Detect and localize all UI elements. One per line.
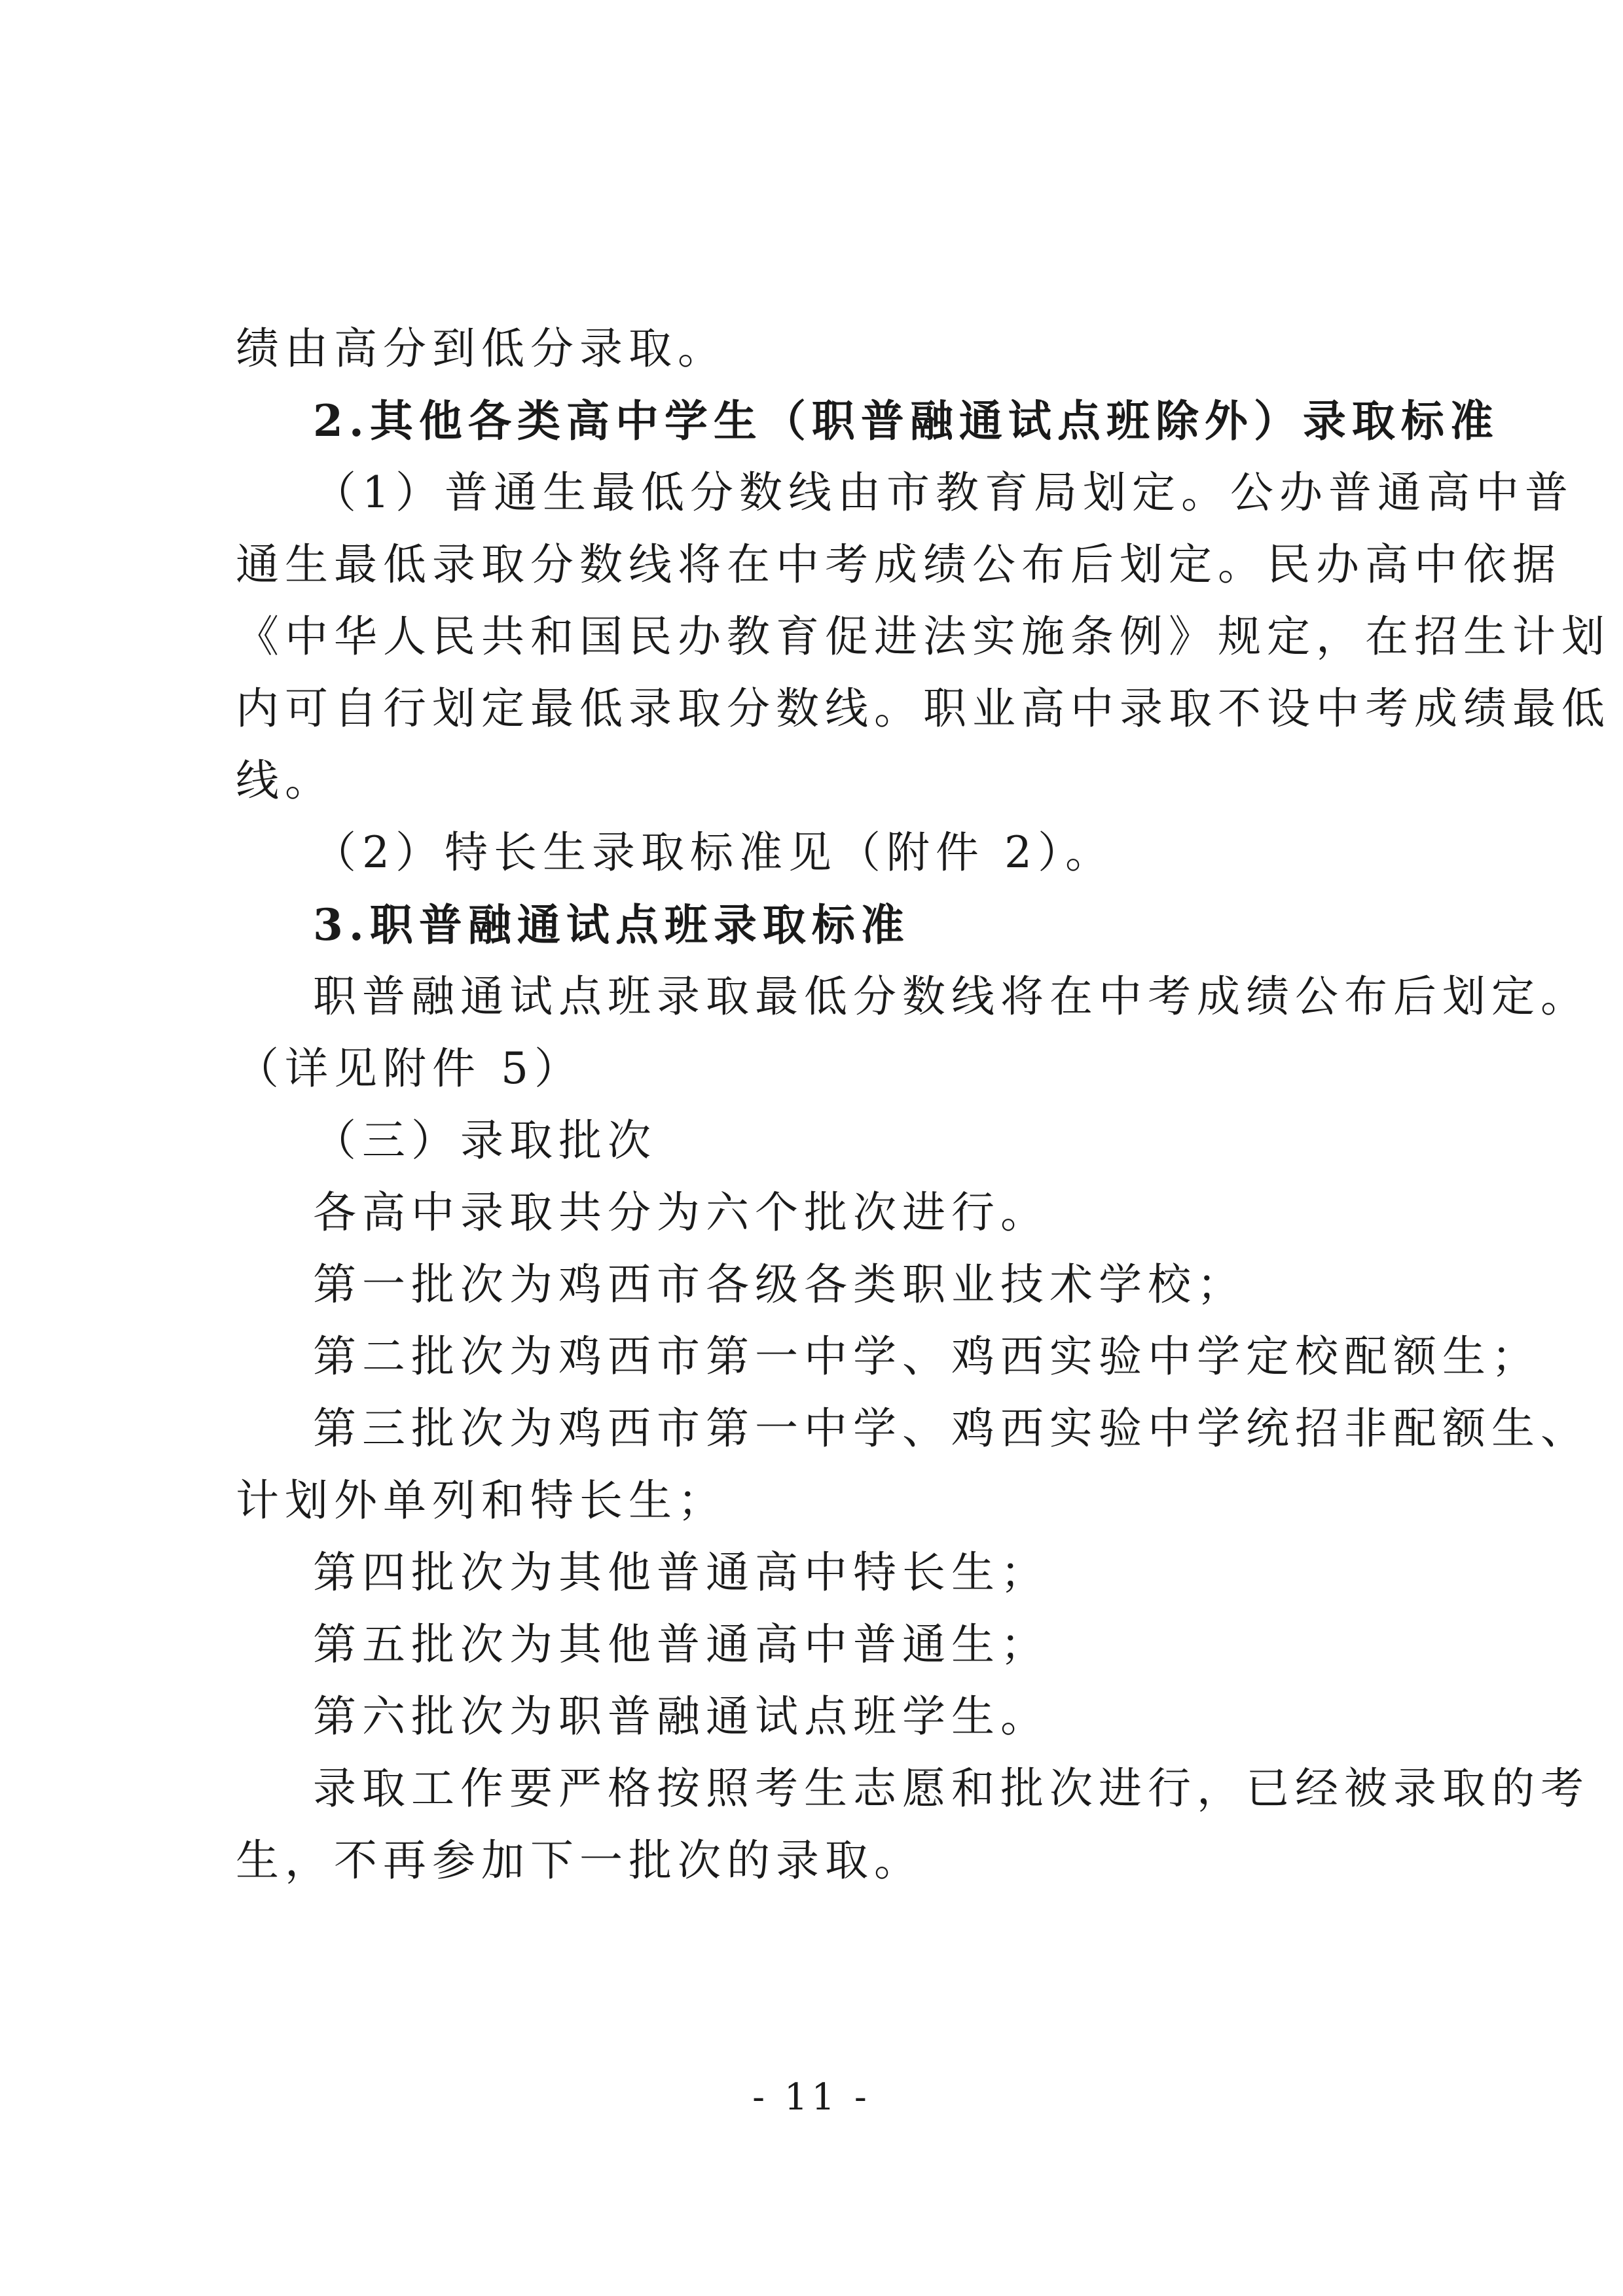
list-item-batch-5: 第五批次为其他普通高中普通生；: [313, 1619, 1049, 1670]
section-heading-admission-batches: （三）录取批次: [313, 1115, 657, 1166]
text-line-paragraph-1: 通生最低录取分数线将在中考成绩公布后划定。民办高中依据: [236, 539, 1561, 590]
text-line-continuation: 绩由高分到低分录取。: [236, 323, 727, 374]
subheading-pilot-class-standard: 3.职普融通试点班录取标准: [313, 899, 910, 950]
text-line-paragraph-1: 《中华人民共和国民办教育促进法实施条例》规定，在招生计划: [236, 611, 1611, 662]
list-item-batch-1: 第一批次为鸡西市各级各类职业技术学校；: [313, 1259, 1246, 1310]
list-item-batch-3: 第三批次为鸡西市第一中学、鸡西实验中学统招非配额生、: [313, 1403, 1590, 1454]
list-item-batch-6: 第六批次为职普融通试点班学生。: [313, 1691, 1049, 1742]
text-line-specialty-standard: （2）特长生录取标准见（附件 2）。: [313, 827, 1114, 878]
text-line-closing: 生，不再参加下一批次的录取。: [236, 1835, 923, 1886]
text-line-pilot-class: 职普融通试点班录取最低分数线将在中考成绩公布后划定。: [313, 971, 1590, 1022]
page-number: - 11 -: [752, 2076, 871, 2119]
text-line-batches-intro: 各高中录取共分为六个批次进行。: [313, 1187, 1049, 1238]
list-item-batch-2: 第二批次为鸡西市第一中学、鸡西实验中学定校配额生；: [313, 1331, 1541, 1382]
list-item-batch-3-continued: 计划外单列和特长生；: [236, 1475, 727, 1526]
text-line-paragraph-1: （1）普通生最低分数线由市教育局划定。公办普通高中普: [313, 467, 1574, 518]
text-line-paragraph-1: 线。: [236, 755, 334, 806]
list-item-batch-4: 第四批次为其他普通高中特长生；: [313, 1547, 1049, 1598]
text-line-pilot-class: （详见附件 5）: [236, 1043, 583, 1094]
text-line-closing: 录取工作要严格按照考生志愿和批次进行，已经被录取的考: [313, 1763, 1590, 1814]
text-line-paragraph-1: 内可自行划定最低录取分数线。职业高中录取不设中考成绩最低: [236, 683, 1611, 734]
subheading-other-high-school-standard: 2.其他各类高中学生（职普融通试点班除外）录取标准: [313, 395, 1499, 446]
